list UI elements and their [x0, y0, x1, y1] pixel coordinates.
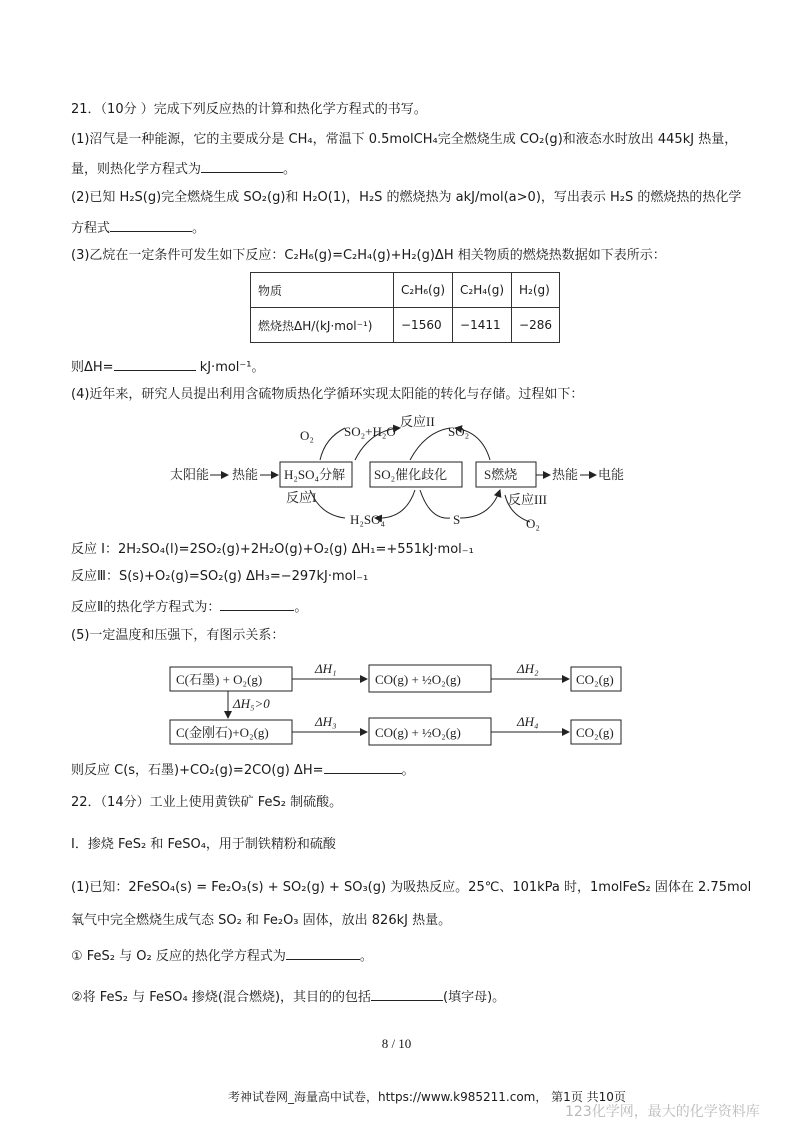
reaction-i-label: 反应I	[286, 490, 317, 505]
curve-arrow	[410, 428, 450, 460]
o2-bottom-label: O₂	[526, 516, 540, 531]
curve-arrow	[420, 490, 450, 518]
reaction-i-equation: 反应 I：2H₂SO₄(l)=2SO₂(g)+2H₂O(g)+O₂(g) ΔH₁=+551kJ·mol₋₁	[71, 542, 474, 557]
q21-part3-line2: 则ΔH= kJ·mol⁻¹。	[71, 357, 265, 377]
q21-part5-line1: (5)一定温度和压强下，有图示关系：	[71, 628, 285, 643]
box-so2-label: SO₂催化歧化	[374, 467, 448, 482]
box-co-2-label: CO(g) + ½O₂(g)	[375, 725, 461, 740]
q21-part5-line2: 则反应 C(s，石墨)+CO₂(g)=2CO(g) ΔH= 。	[71, 760, 415, 780]
q21-part1-line2: 量，则热化学方程式为 。	[71, 159, 296, 179]
box-s-label: S燃烧	[484, 467, 518, 482]
box-graphite-label: C(石墨) + O₂(g)	[176, 672, 263, 687]
box-co2-1-label: CO₂(g)	[576, 672, 614, 687]
box-h2so4-label: H₂SO₄分解	[284, 467, 346, 482]
h2so4-bottom-label: H₂SO₄	[350, 512, 386, 527]
solar-energy-label: 太阳能	[170, 467, 210, 482]
so2-top-label: SO₂	[448, 424, 470, 439]
electric-energy-label: 电能	[598, 467, 625, 482]
q21-part4-line1: (4)近年来，研究人员提出利用含硫物质热化学循环实现太阳能的转化与存储。过程如下：	[71, 387, 584, 402]
dh3-label: ΔH₃	[315, 714, 337, 729]
table-cell: C₂H₆(g)	[394, 273, 453, 308]
q21-part2-line2: 方程式 。	[71, 218, 205, 238]
answer-blank[interactable]	[371, 987, 443, 1001]
q22-sub2: ②将 FeS₂ 与 FeSO₄ 掺烧(混合燃烧)，其目的的包括 (填字母)。	[71, 987, 505, 1007]
q21-part3-line1: (3)乙烷在一定条件可发生如下反应：C₂H₆(g)=C₂H₄(g)+H₂(g)ΔH 相关物质的燃烧热数据如下表所示：	[71, 248, 666, 263]
curve-arrow	[320, 428, 345, 460]
reaction-iii-equation: 反应Ⅲ：S(s)+O₂(g)=SO₂(g) ΔH₃=−297kJ·mol₋₁	[71, 569, 369, 584]
q21-part2-line1: (2)已知 H₂S(g)完全燃烧生成 SO₂(g)和 H₂O(1)，H₂S 的燃烧热为 akJ/mol(a>0)，写出表示 H₂S 的燃烧热的热化学	[71, 190, 742, 205]
s-bottom-label: S	[453, 512, 461, 527]
table-cell: 燃烧热ΔH/(kJ·mol⁻¹)	[251, 308, 394, 343]
dh2-label: ΔH₂	[517, 661, 539, 676]
table-cell: H₂(g)	[512, 273, 560, 308]
q21-title: 21．（10分 ）完成下列反应热的计算和热化学方程式的书写。	[71, 102, 427, 117]
q22-section-i: Ⅰ．掺烧 FeS₂ 和 FeSO₄，用于制铁精粉和硫酸	[71, 837, 336, 852]
table-cell: C₂H₄(g)	[453, 273, 512, 308]
table-cell: −286	[512, 308, 560, 343]
curve-arrow	[460, 490, 500, 518]
energy-relation-diagram	[165, 658, 630, 750]
answer-blank[interactable]	[201, 159, 283, 173]
box-co-1-label: CO(g) + ½O₂(g)	[375, 672, 461, 687]
q22-title: 22．（14分）工业上使用黄铁矿 FeS₂ 制硫酸。	[71, 795, 343, 810]
dh4-label: ΔH₄	[517, 714, 539, 729]
o2-top-label: O₂	[300, 428, 314, 443]
table-cell: −1560	[394, 308, 453, 343]
answer-blank[interactable]	[286, 946, 360, 960]
box-diamond-label: C(金刚石)+O₂(g)	[176, 725, 269, 740]
q22-sub1: ① FeS₂ 与 O₂ 反应的热化学方程式为 。	[71, 946, 373, 966]
heat-energy-label-2: 热能	[552, 467, 579, 482]
sulfur-cycle-diagram	[160, 410, 640, 535]
page-number: 8 / 10	[381, 1036, 412, 1051]
answer-blank[interactable]	[114, 357, 196, 371]
table-row	[251, 308, 560, 343]
watermark: 123化学网，最大的化学资料库	[565, 1104, 760, 1120]
q22-part1-line2: 氧气中完全燃烧生成气态 SO₂ 和 Fe₂O₃ 固体，放出 826kJ 热量。	[71, 913, 452, 928]
table-cell: −1411	[453, 308, 512, 343]
page-footer: 考神试卷网_海量高中试卷，https://www.k985211.com， 第1页 共10页	[228, 1090, 626, 1104]
combustion-heat-table	[250, 272, 560, 343]
answer-blank[interactable]	[110, 218, 192, 232]
table-header-row	[251, 273, 560, 308]
reaction-iii-label: 反应III	[508, 492, 547, 507]
dh5-label: ΔH₅>0	[233, 696, 270, 711]
box-co2-2-label: CO₂(g)	[576, 725, 614, 740]
reaction-ii-label: 反应II	[400, 414, 435, 429]
q22-part1-line1: (1)已知：2FeSO₄(s) = Fe₂O₃(s) + SO₂(g) + SO₃(g) 为吸热反应。25℃、101kPa 时，1molFeS₂ 固体在 2.75mol	[71, 880, 752, 895]
reaction-ii-prompt: 反应Ⅱ的热化学方程式为： 。	[71, 597, 307, 617]
answer-blank[interactable]	[324, 760, 402, 774]
q21-part1-line1: (1)沼气是一种能源，它的主要成分是 CH₄，常温下 0.5molCH₄完全燃烧生成 CO₂(g)和液态水时放出 445kJ 热量，	[71, 132, 738, 147]
heat-energy-label-1: 热能	[232, 467, 259, 482]
table-cell: 物质	[251, 273, 394, 308]
answer-blank[interactable]	[220, 597, 294, 611]
so2-h2o-label: SO₂+H₂O	[344, 424, 396, 439]
dh1-label: ΔH₁	[315, 661, 337, 676]
